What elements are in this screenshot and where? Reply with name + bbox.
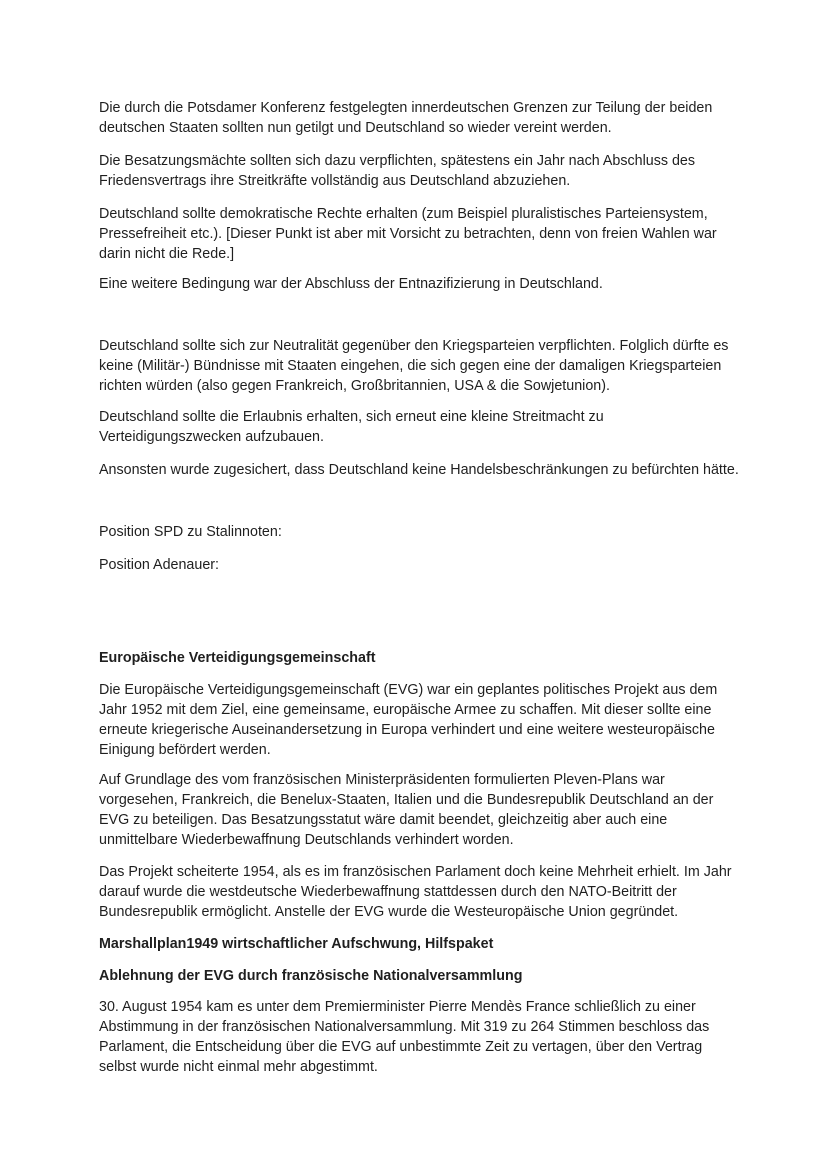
paragraph-trade: Ansonsten wurde zugesichert, dass Deutschland keine Handelsbeschränkungen zu befürchten hätte. bbox=[99, 462, 739, 478]
heading-rejection-evg: Ablehnung der EVG durch französische Nationalversammlung bbox=[99, 968, 523, 984]
paragraph-evg-failure: Das Projekt scheiterte 1954, als es im französischen Parlament doch keine Mehrheit erhielt. Im Jahr darauf wurde die westdeutsche Wiederbewaffnung stattdessen durch den NATO-Beitritt der Bundesrepublik ermöglicht. Anstelle der EVG wurde die Westeuropäische Union gegründet. bbox=[99, 864, 732, 920]
paragraph-troops-withdrawal: Die Besatzungsmächte sollten sich dazu verpflichten, spätestens ein Jahr nach Abschluss des Friedensvertrags ihre Streitkräfte vollständig aus Deutschland abzuziehen. bbox=[99, 153, 696, 189]
paragraph-position-adenauer: Position Adenauer: bbox=[99, 557, 220, 573]
paragraph-denazification: Eine weitere Bedingung war der Abschluss der Entnazifizierung in Deutschland. bbox=[99, 276, 603, 292]
heading-evg: Europäische Verteidigungsgemeinschaft bbox=[99, 650, 376, 666]
paragraph-armed-forces: Deutschland sollte die Erlaubnis erhalten, sich erneut eine kleine Streitmacht zu Verteidigungszwecken aufzubauen. bbox=[99, 409, 604, 445]
paragraph-neutrality: Deutschland sollte sich zur Neutralität gegenüber den Kriegsparteien verpflichten. Folglich dürfte es keine (Militär-) Bündnisse mit Staaten eingehen, die sich gegen eine der damaligen Kriegsparteien richten würden (also gegen Frankreich, Großbritannien, USA & die Sowjetunion). bbox=[99, 338, 729, 394]
paragraph-evg-intro: Die Europäische Verteidigungsgemeinschaft (EVG) war ein geplantes politisches Projekt aus dem Jahr 1952 mit dem Ziel, eine gemeinsame, europäische Armee zu schaffen. Mit dieser sollte eine erneute kriegerische Auseinandersetzung in Europa verhindert und eine weitere westeuropäische Einigung befördert werden. bbox=[99, 682, 718, 758]
paragraph-democratic-rights: Deutschland sollte demokratische Rechte erhalten (zum Beispiel pluralistisches Parteiensystem, Pressefreiheit etc.). [Dieser Punkt ist aber mit Vorsicht zu betrachten, denn von freien Wahlen war darin nicht die Rede.] bbox=[99, 206, 717, 262]
heading-marshallplan: Marshallplan1949 wirtschaftlicher Aufschwung, Hilfspaket bbox=[99, 936, 494, 952]
paragraph-vote-1954: 30. August 1954 kam es unter dem Premierminister Pierre Mendès France schließlich zu einer Abstimmung in der französischen Nationalversammlung. Mit 319 zu 264 Stimmen beschloss das Parlament, die Entscheidung über die EVG auf unbestimmte Zeit zu vertagen, über den Vertrag selbst wurde nicht einmal mehr abgestimmt. bbox=[99, 999, 710, 1075]
paragraph-pleven-plan: Auf Grundlage des vom französischen Ministerpräsidenten formulierten Pleven-Plans war vorgesehen, Frankreich, die Benelux-Staaten, Italien und die Bundesrepublik Deutschland an der EVG zu beteiligen. Das Besatzungsstatut wäre damit beendet, gleichzeitig aber auch eine unmittelbare Wiederbewaffnung Deutschlands verhindert worden. bbox=[99, 772, 714, 848]
paragraph-borders: Die durch die Potsdamer Konferenz festgelegten innerdeutschen Grenzen zur Teilung der beiden deutschen Staaten sollten nun getilgt und Deutschland so wieder vereint werden. bbox=[99, 100, 713, 136]
paragraph-position-spd: Position SPD zu Stalinnoten: bbox=[99, 524, 282, 540]
